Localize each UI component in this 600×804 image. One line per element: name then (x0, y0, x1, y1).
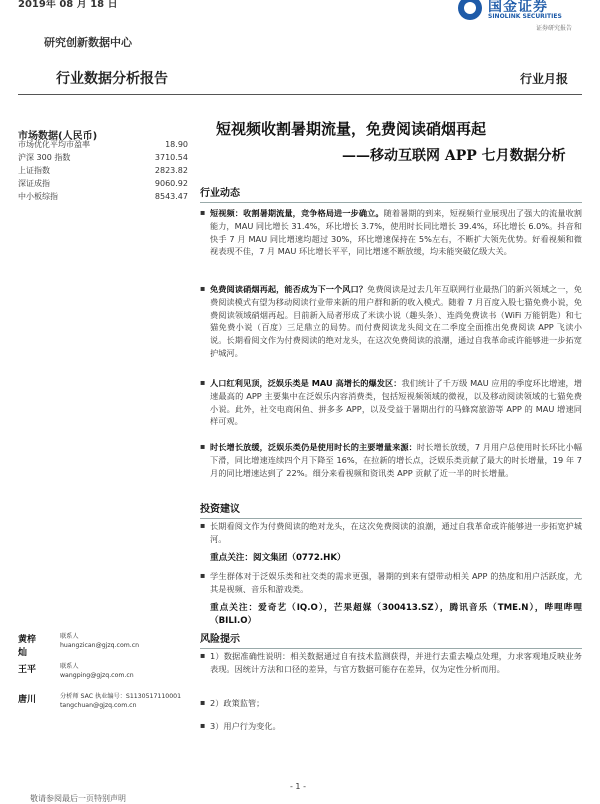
analyst-card (18, 692, 198, 722)
banner-divider (18, 94, 582, 95)
analyst-role (60, 692, 181, 710)
bullet-icon: ▪ (200, 698, 206, 707)
bullet-icon: ▪ (200, 571, 206, 580)
market-value: 18.90 (165, 140, 188, 149)
bullet-icon: ▪ (200, 208, 206, 217)
item-text: 随着暑期的到来，短视频行业展现出了强大的流量收割能力，MAU 同比增长 31.4%，环比增长 3.7%，使用时长同比增长 39.4%，环比增长 6.0%。抖音和快手 7 月 MAU 同比增速均超过 30%，环比增速保持在 5%左右，不断扩大领先优势。好看视频和微视表现不佳，7 月 MAU 环比增长平平，同比增速不断放缓，均未能突破亿级大关。 (210, 208, 582, 257)
market-value: 8543.47 (154, 192, 188, 201)
bullet-icon: ▪ (200, 721, 206, 730)
report-banner (0, 60, 600, 96)
analyst-email[interactable]: wangping@gjzq.com.cn (60, 672, 134, 679)
risk-text: 2）政策监管； (210, 698, 265, 708)
analyst-title: 联系人 (60, 633, 79, 640)
bullet-icon: ▪ (200, 521, 206, 530)
logo-text-en: SINOLINK SECURITIES (488, 13, 562, 20)
market-data-title: 市场数据(人民币) (18, 131, 98, 142)
bullet-icon: ▪ (200, 442, 206, 451)
company-logo (458, 0, 598, 34)
market-label: 上证指数 (18, 166, 50, 175)
report-date: 2019年 08 月 18 日 (18, 0, 118, 10)
market-row (18, 190, 188, 203)
logo-subtitle: 证券研究报告 (536, 25, 573, 32)
page-number: - 1 - (290, 782, 306, 791)
market-row (18, 138, 188, 151)
analyst-card (18, 662, 198, 692)
section-divider (200, 202, 582, 203)
market-label: 沪深 300 指数 (18, 153, 71, 162)
focus-stock: 重点关注：爱奇艺（IQ.O），芒果超媒（300413.SZ），腾讯音乐（TME.N），哔哩哔哩（BILI.O） (210, 602, 582, 626)
market-data-table (18, 138, 188, 203)
item-lead: 免费阅读硝烟再起，能否成为下一个风口？ (210, 284, 368, 294)
market-row (18, 151, 188, 164)
analyst-role (60, 662, 134, 680)
market-row (18, 177, 188, 190)
section-divider (200, 518, 582, 519)
dynamics-item (200, 283, 582, 360)
advice-text: 学生群体对于泛娱乐类和社交类的需求更强，暑期的到来有望带动相关 APP 的热度和用户活跃度，尤其是视频、音乐和游戏类。 (210, 571, 582, 594)
item-lead: 人口红利见顶，泛娱乐类是 MAU 高增长的爆发区： (210, 378, 402, 388)
market-value: 9060.92 (154, 179, 188, 188)
analyst-card (18, 632, 198, 662)
analyst-name: 唐川 (18, 695, 37, 705)
analyst-email[interactable]: huangzican@gjzq.com.cn (60, 642, 140, 649)
market-value: 2823.82 (154, 166, 188, 175)
bullet-icon: ▪ (200, 284, 206, 293)
item-lead: 短视频：收割暑期流量，竞争格局进一步确立。 (210, 208, 384, 218)
logo-mark-icon (458, 0, 482, 20)
risk-item (200, 720, 582, 733)
item-lead: 时长增长放缓，泛娱乐类仍是使用时长的主要增量来源： (210, 442, 417, 452)
report-title: 短视频收割暑期流量，免费阅读硝烟再起 (216, 120, 487, 138)
risk-text: 3）用户行为变化。 (210, 721, 281, 731)
section-risk (200, 630, 582, 649)
section-heading: 投资建议 (200, 504, 240, 515)
market-value: 3710.54 (154, 153, 188, 162)
footer-disclaimer: 敬请参阅最后一页特别声明 (30, 794, 126, 803)
analyst-name: 王平 (18, 665, 37, 675)
advice-item (200, 570, 582, 628)
section-dynamics (200, 184, 582, 203)
bullet-icon: ▪ (200, 651, 206, 660)
advice-item (200, 520, 582, 564)
report-subtitle: ——移动互联网 APP 七月数据分析 (342, 148, 566, 164)
analyst-role (60, 632, 139, 650)
report-type: 行业数据分析报告 (56, 71, 168, 87)
dynamics-item (200, 441, 582, 479)
market-row (18, 164, 188, 177)
risk-text: 1）数据准确性说明：相关数据通过自有技术监测获得，并进行去重去噪点处理，力求客观地反映业务表现。因统计方法和口径的差异，与官方数据可能存在差异，仅为定性分析而用。 (210, 651, 582, 674)
advice-text: 长期看阅文作为付费阅读的绝对龙头，在这次免费阅读的浪潮，通过自我革命或许能够进一步拓宽护城河。 (210, 521, 582, 544)
report-frequency: 行业月报 (519, 72, 568, 86)
section-advice (200, 500, 582, 519)
item-text: 我们统计了千万级 MAU 应用的季度环比增速，增速最高的 APP 主要集中在泛娱乐内容消费类，包括短视频领域的微视，以及移动阅读领域的七猫免费小说。此外，社交电商闲鱼、拼多多 APP，以及受益于暑期出行的马蜂窝旅游等 APP 的 MAU 增速同样可观。 (210, 378, 582, 427)
logo-text-cn: 国金证券 (488, 0, 548, 15)
dynamics-item (200, 207, 582, 258)
bullet-icon: ▪ (200, 378, 206, 387)
analyst-email[interactable]: tangchuan@gjzq.com.cn (60, 702, 137, 709)
dynamics-item (200, 377, 582, 428)
analyst-title: 分析师 SAC 执业编号：S1130517110001 (60, 693, 182, 700)
market-label: 市场优化平均市盈率 (18, 140, 90, 149)
item-text: 免费阅读是过去几年互联网行业最热门的新兴领域之一，免费阅读模式有望为移动阅读行业带来新的用户群和新的收入模式。随着 7 月百度入股七猫免费小说，免费阅读领域硝烟再起。目前新入局者形成了米读小说（趣头条）、连尚免费读书（WiFi 万能钥匙）和七猫免费小说（百度）三足鼎立的局势。而付费阅读龙头阅文在二季度全面推出免费阅读 APP 飞读小说。长期看阅文作为付费阅读的绝对龙头，在这次免费阅读的浪潮，通过自我革命或许能够进一步拓宽护城河。 (210, 284, 582, 358)
section-divider (200, 648, 582, 649)
section-heading: 行业动态 (200, 188, 240, 199)
department-name: 研究创新数据中心 (44, 36, 132, 49)
section-heading: 风险提示 (200, 634, 240, 645)
market-label: 中小板综指 (18, 192, 58, 201)
item-text: 时长增长放缓，7 月用户总使用时长环比小幅下滑，同比增速连续四个月下降至 16%，在拉新的增长点，泛娱乐类贡献了最大的时长增量，19 年 7 月的同比增速达到了 22%。细分来看视频和资讯类 APP 贡献了近一半的时长增量。 (210, 442, 582, 478)
analyst-name: 黄梓灿 (18, 635, 37, 658)
focus-stock: 重点关注：阅文集团（0772.HK） (210, 552, 346, 563)
risk-item (200, 697, 582, 710)
market-label: 深证成指 (18, 179, 50, 188)
analyst-title: 联系人 (60, 663, 79, 670)
risk-item (200, 650, 582, 676)
